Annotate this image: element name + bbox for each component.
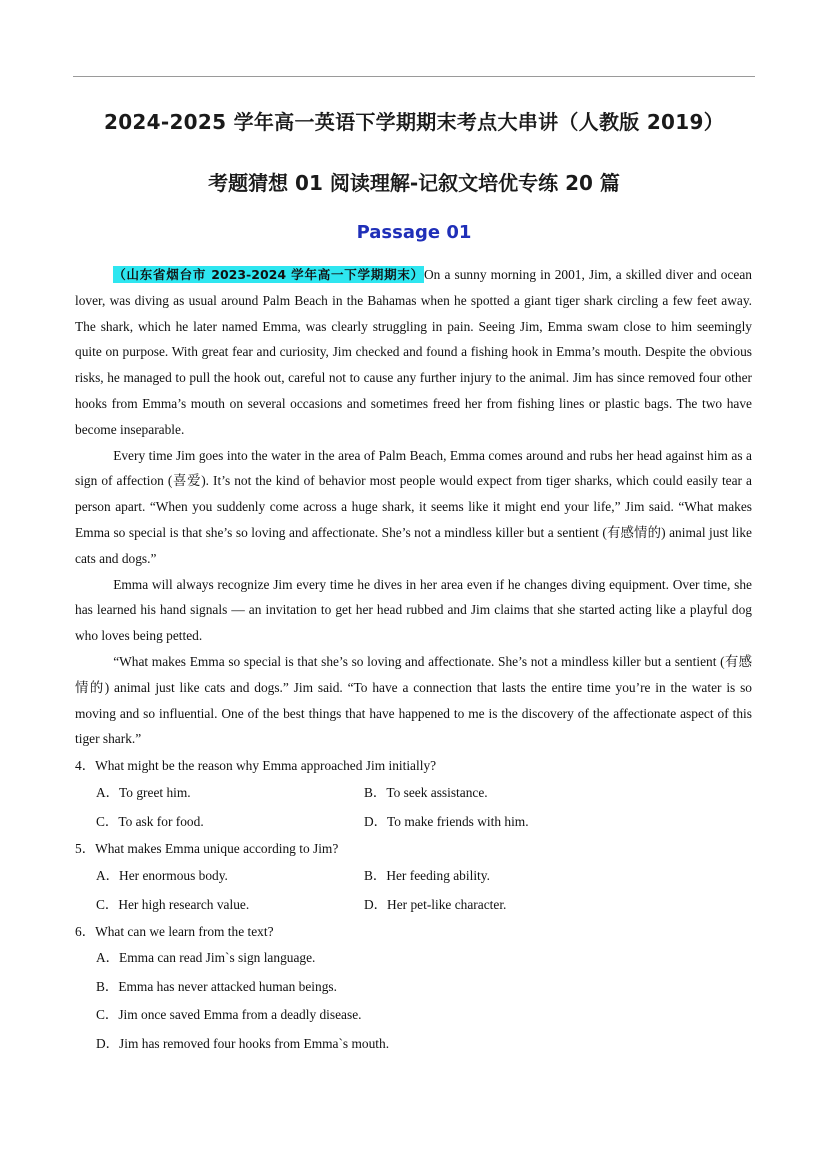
passage-paragraph: Emma will always recognize Jim every time he dives in her area even if he changes diving equipment. Over time, she has learned his hand signals — an invitation to get her head rubbed and Jim claims that she started acting like a playful dog who loves being petted. (75, 576, 752, 644)
passage-paragraph: Every time Jim goes into the water in the area of Palm Beach, Emma comes around and rubs her head against him as a sign of affection (喜爱). It’s not the kind of behavior most people would expect from tiger sharks, which could easily tear a person apart. “When you suddenly come across a huge shark, it seems like it might end your life,” Jim said. “What makes Emma so special is that she’s so loving and affectionate. She’s not a mindless killer but a sentient (有感情的) animal just like cats and dogs.” (75, 447, 752, 566)
passage-title: Passage 01 (356, 222, 472, 243)
question-stem: 5．What makes Emma unique according to Jim? (75, 841, 339, 856)
answer-option[interactable]: B．Emma has never attacked human beings. (96, 978, 337, 994)
answer-option[interactable]: A．To greet him. (96, 785, 191, 800)
document-title: 2024-2025 学年高一英语下学期期末考点大串讲（人教版 2019） (103, 110, 725, 134)
answer-option[interactable]: C．To ask for food. (96, 814, 204, 829)
answer-option[interactable]: B．Her feeding ability. (364, 868, 490, 883)
question-stem: 4．What might be the reason why Emma approached Jim initially? (75, 758, 437, 773)
answer-option[interactable]: A．Emma can read Jim`s sign language. (96, 950, 316, 965)
answer-option[interactable]: D．Jim has removed four hooks from Emma`s mouth. (96, 1035, 390, 1051)
document-subtitle: 考题猜想 01 阅读理解-记叙文培优专练 20 篇 (208, 171, 620, 195)
answer-option[interactable]: D．Her pet-like character. (364, 897, 507, 912)
answer-option[interactable]: C．Her high research value. (96, 897, 250, 912)
option-row (75, 890, 752, 919)
passage-paragraph (75, 262, 752, 443)
header-divider (73, 76, 755, 77)
answer-option[interactable]: D．To make friends with him. (364, 814, 529, 829)
option-row (75, 778, 752, 807)
answer-option[interactable]: B．To seek assistance. (364, 785, 488, 800)
passage-body (75, 262, 752, 752)
option-row (75, 807, 752, 836)
question-stem: 6．What can we learn from the text? (75, 924, 274, 939)
question-list (75, 753, 752, 1058)
answer-option[interactable]: A．Her enormous body. (96, 868, 228, 883)
paragraph-text: On a sunny morning in 2001, Jim, a skilled diver and ocean lover, was diving as usual around Palm Beach in the Bahamas when he spotted a giant tiger shark circling a few feet away. The shark, which he later named Emma, was clearly struggling in pain. Seeing Jim, Emma swam close to him seemingly quite on purpose. With great fear and curiosity, Jim checked and found a fishing hook in Emma’s mouth. Despite the obvious risks, he managed to pull the hook out, careful not to cause any further injury to the animal. Jim has since removed four other hooks from Emma’s mouth on several occasions and sometimes freed her from fishing lines or plastic bags. The two have become inseparable. (75, 267, 752, 437)
source-tag: （山东省烟台市 2023-2024 学年高一下学期期末） (113, 267, 424, 282)
answer-option[interactable]: C．Jim once saved Emma from a deadly disease. (96, 1007, 362, 1022)
passage-paragraph: “What makes Emma so special is that she’s so loving and affectionate. She’s not a mindless killer but a sentient (有感情的) animal just like cats and dogs.” Jim said. “To have a connection that lasts the entire time you’re in the water is so moving and so influential. One of the best things that have happened to me is the discovery of the affectionate aspect of this tiger shark.” (75, 653, 752, 747)
option-row (75, 861, 752, 890)
